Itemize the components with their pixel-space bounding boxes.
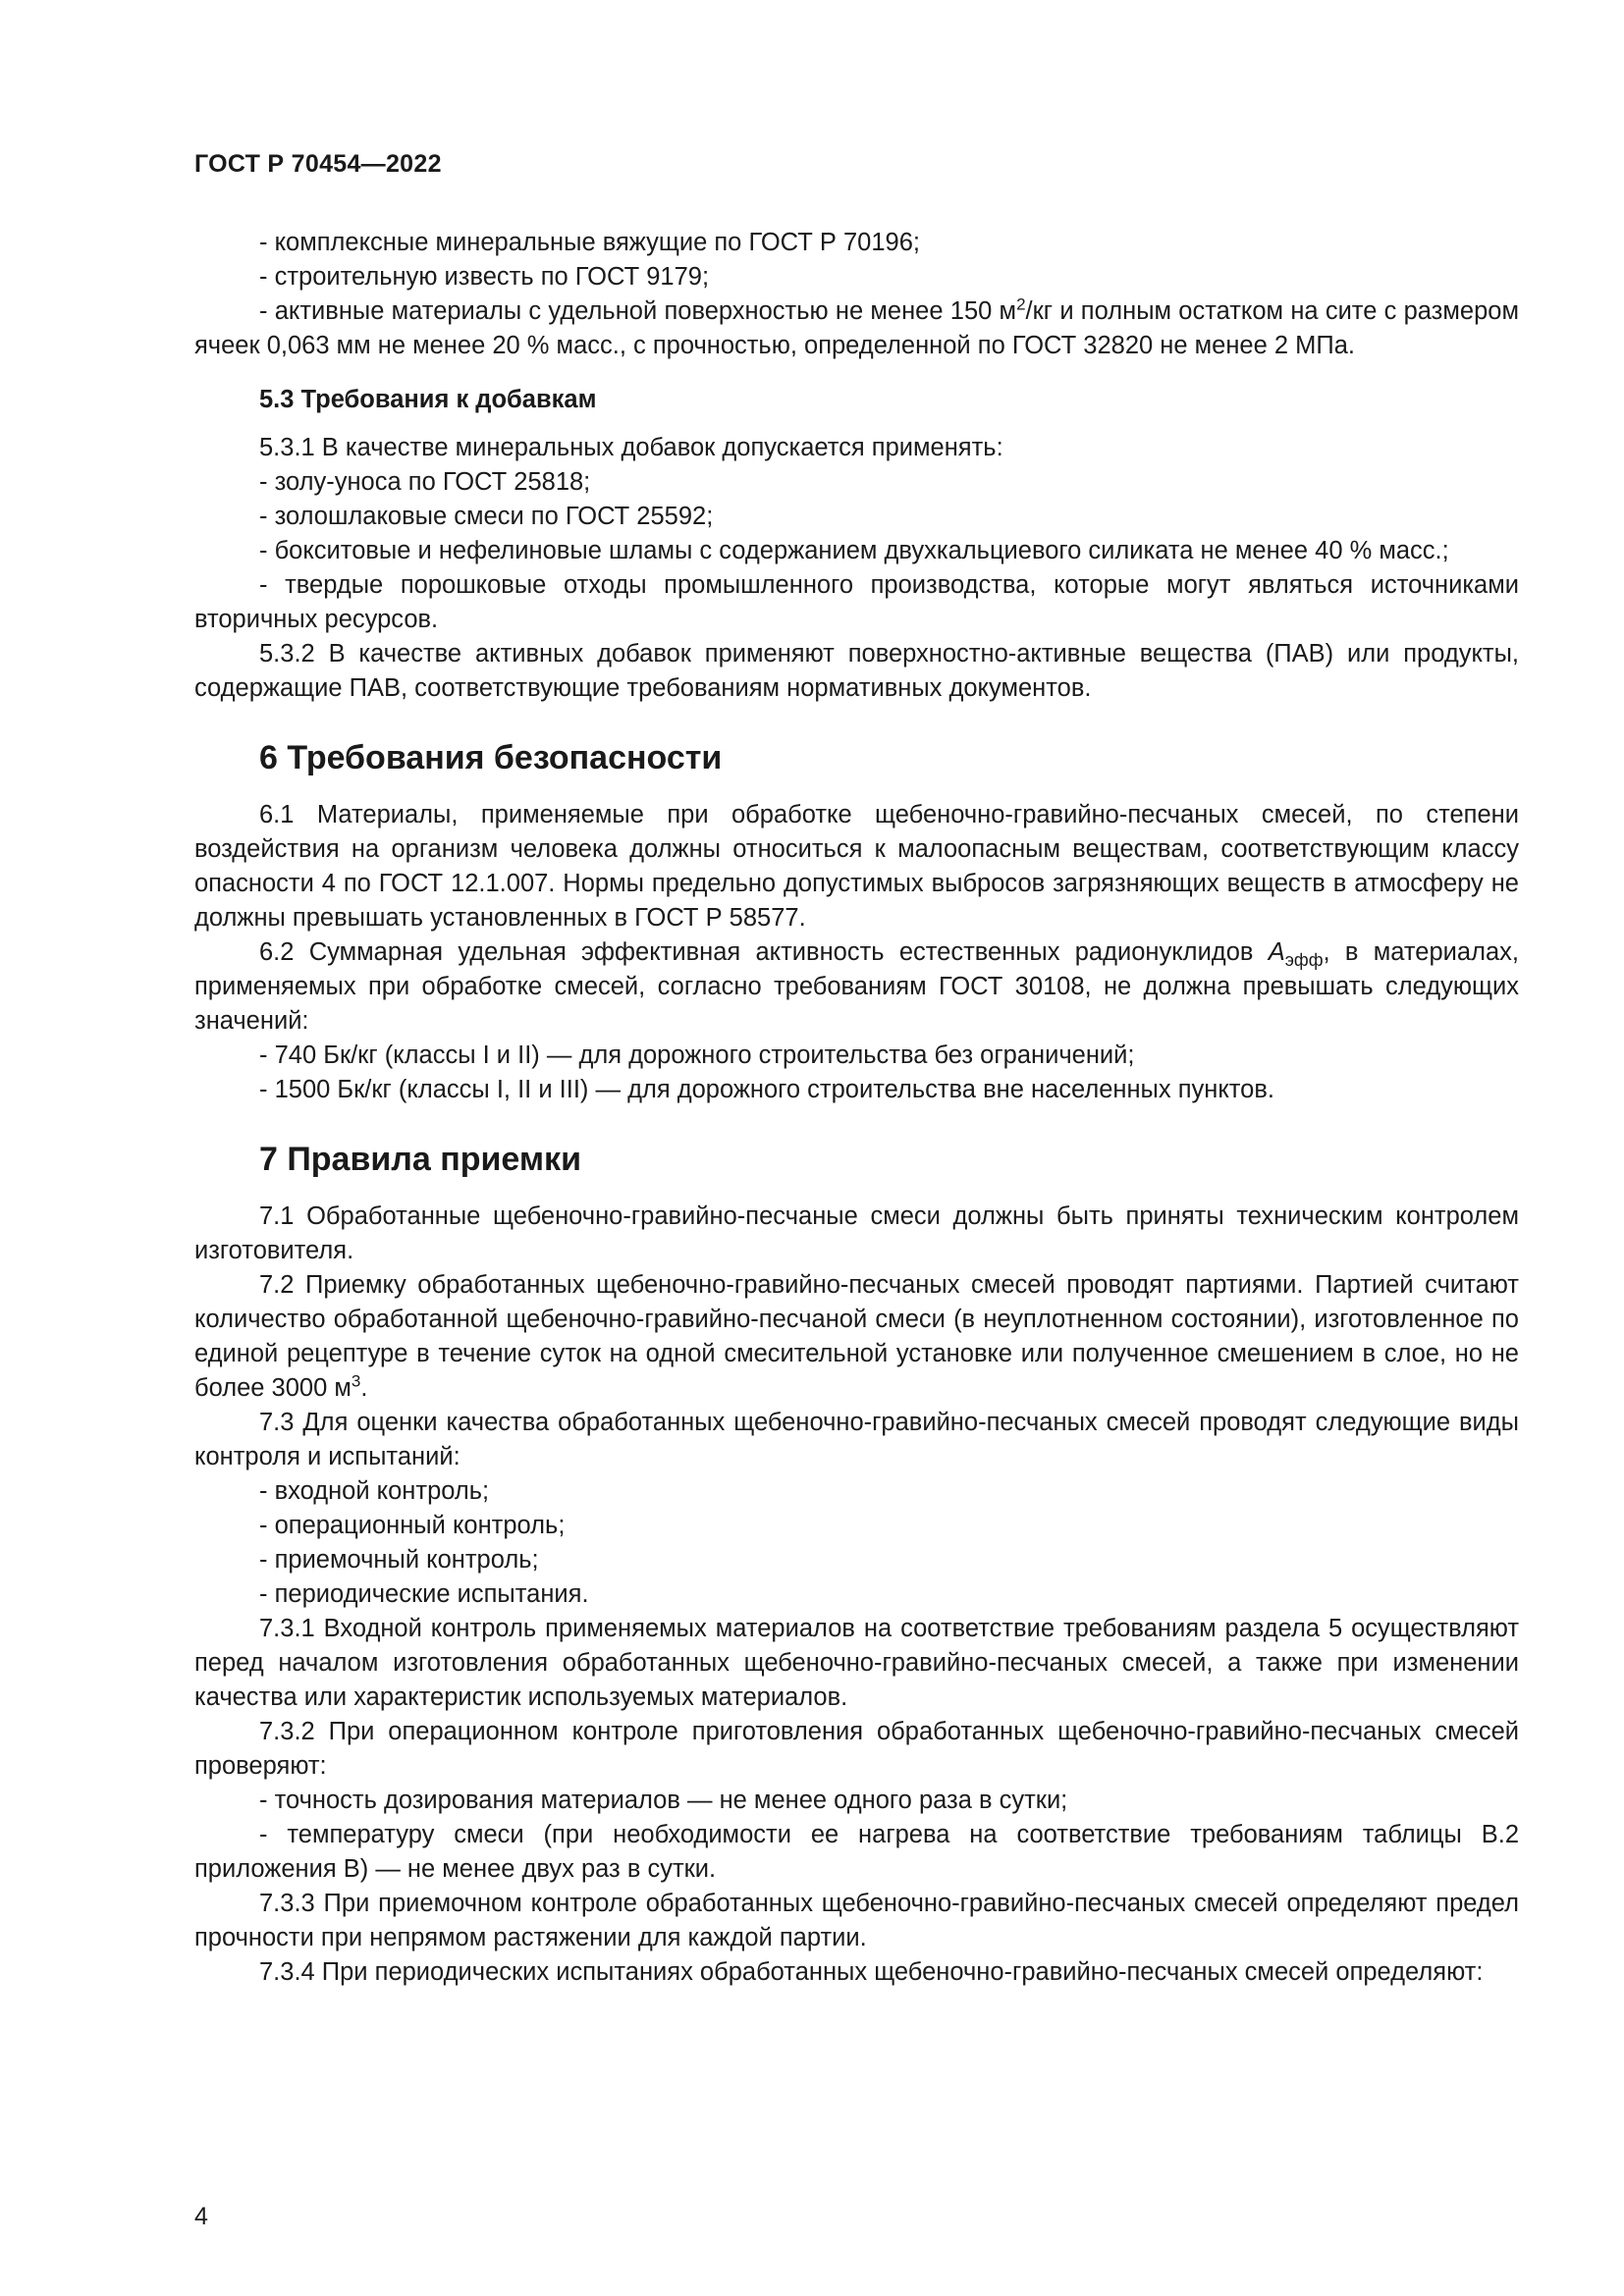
paragraph-7-3-1: 7.3.1 Входной контроль применяемых материалов на соответствие требованиям раздела 5 осуществляют перед началом изготовления обработанных щебеночно-гравийно-песчаных смесей, а также при изменении качества или характеристик используемых материалов. xyxy=(194,1615,1519,1711)
paragraph-7-3-2: 7.3.2 При операционном контроле приготовления обработанных щебеночно-гравийно-песчаных смесей проверяют: xyxy=(194,1718,1519,1780)
paragraph-7-3-4: 7.3.4 При периодических испытаниях обработанных щебеночно-гравийно-песчаных смесей определяют: xyxy=(259,1958,1484,1986)
list-item: - приемочный контроль; xyxy=(259,1546,539,1574)
paragraph-6-2 xyxy=(194,935,1519,1039)
paragraph-7-3-3: 7.3.3 При приемочном контроле обработанных щебеночно-гравийно-песчаных смесей определяют предел прочности при непрямом растяжении для каждой партии. xyxy=(194,1890,1519,1951)
list-item: - температуру смеси (при необходимости ее нагрева на соответствие требованиям таблицы В.2 приложения В) — не менее двух раз в сутки. xyxy=(194,1821,1519,1883)
list-item: - строительную известь по ГОСТ 9179; xyxy=(259,263,710,291)
text-fragment: /кг и полным остатком на сите с размером ячеек 0,063 мм не менее 20 % масс., с прочностью, определенной по ГОСТ 32820 не менее 2 МПа. xyxy=(194,297,1519,359)
superscript: 2 xyxy=(1016,294,1026,314)
superscript: 3 xyxy=(351,1371,361,1391)
list-item: - входной контроль; xyxy=(259,1477,490,1505)
document-header: ГОСТ Р 70454—2022 xyxy=(194,150,442,178)
text-fragment: 6.2 Суммарная удельная эффективная активность естественных радионуклидов xyxy=(259,938,1269,966)
list-item: - точность дозирования материалов — не менее одного раза в сутки; xyxy=(259,1787,1068,1814)
list-item xyxy=(194,294,1519,363)
paragraph-7-1: 7.1 Обработанные щебеночно-гравийно-песчаные смеси должны быть приняты техническим контролем изготовителя. xyxy=(194,1202,1519,1264)
list-item: - комплексные минеральные вяжущие по ГОСТ Р 70196; xyxy=(259,229,920,256)
list-item: - бокситовые и нефелиновые шламы с содержанием двухкальциевого силиката не менее 40 % масс.; xyxy=(259,537,1449,564)
section-title-5-3: 5.3 Требования к добавкам xyxy=(259,386,597,413)
list-item: - золошлаковые смеси по ГОСТ 25592; xyxy=(259,503,714,530)
list-item: - 740 Бк/кг (классы I и II) — для дорожного строительства без ограничений; xyxy=(259,1041,1135,1069)
document-body xyxy=(194,226,1519,1990)
list-item: - твердые порошковые отходы промышленного производства, которые могут являться источниками вторичных ресурсов. xyxy=(194,571,1519,633)
symbol-a: A xyxy=(1268,938,1285,966)
subscript: эфф xyxy=(1284,950,1324,970)
paragraph-6-1: 6.1 Материалы, применяемые при обработке щебеночно-гравийно-песчаных смесей, по степени воздействия на организм человека должны относиться к малоопасным веществам, соответствующим классу опасности 4 по ГОСТ 12.1.007. Нормы предельно допустимых выбросов загрязняющих веществ в атмосферу не должны превышать установленных в ГОСТ Р 58577. xyxy=(194,801,1519,932)
text-fragment: . xyxy=(360,1374,368,1402)
paragraph-7-2 xyxy=(194,1268,1519,1406)
text-fragment: - активные материалы с удельной поверхностью не менее 150 м xyxy=(259,297,1017,325)
text-fragment: 7.2 Приемку обработанных щебеночно-гравийно-песчаных смесей проводят партиями. Партией считают количество обработанной щебеночно-гравийно-песчаной смеси (в неуплотненном состоянии), изготовленное по единой рецептуре в течение суток на одной смесительной установке или полученное смешением в слое, но не более 3000 м xyxy=(194,1271,1519,1402)
paragraph-5-3-1: 5.3.1 В качестве минеральных добавок допускается применять: xyxy=(259,434,1003,461)
paragraph-5-3-2: 5.3.2 В качестве активных добавок применяют поверхностно-активные вещества (ПАВ) или продукты, содержащие ПАВ, соответствующие требованиям нормативных документов. xyxy=(194,640,1519,702)
list-item: - 1500 Бк/кг (классы I, II и III) — для дорожного строительства вне населенных пунктов. xyxy=(259,1076,1274,1103)
text-fragment: , в материалах, применяемых при обработке смесей, согласно требованиям ГОСТ 30108, не должна превышать следующих значений: xyxy=(194,938,1519,1035)
list-item: - операционный контроль; xyxy=(259,1512,566,1539)
list-item: - периодические испытания. xyxy=(259,1580,589,1608)
section-title-6: 6 Требования безопасности xyxy=(259,739,723,776)
list-item: - золу-уноса по ГОСТ 25818; xyxy=(259,468,591,496)
section-title-7: 7 Правила приемки xyxy=(259,1141,581,1178)
page-number: 4 xyxy=(194,2203,208,2230)
paragraph-7-3: 7.3 Для оценки качества обработанных щебеночно-гравийно-песчаных смесей проводят следующие виды контроля и испытаний: xyxy=(194,1409,1519,1470)
